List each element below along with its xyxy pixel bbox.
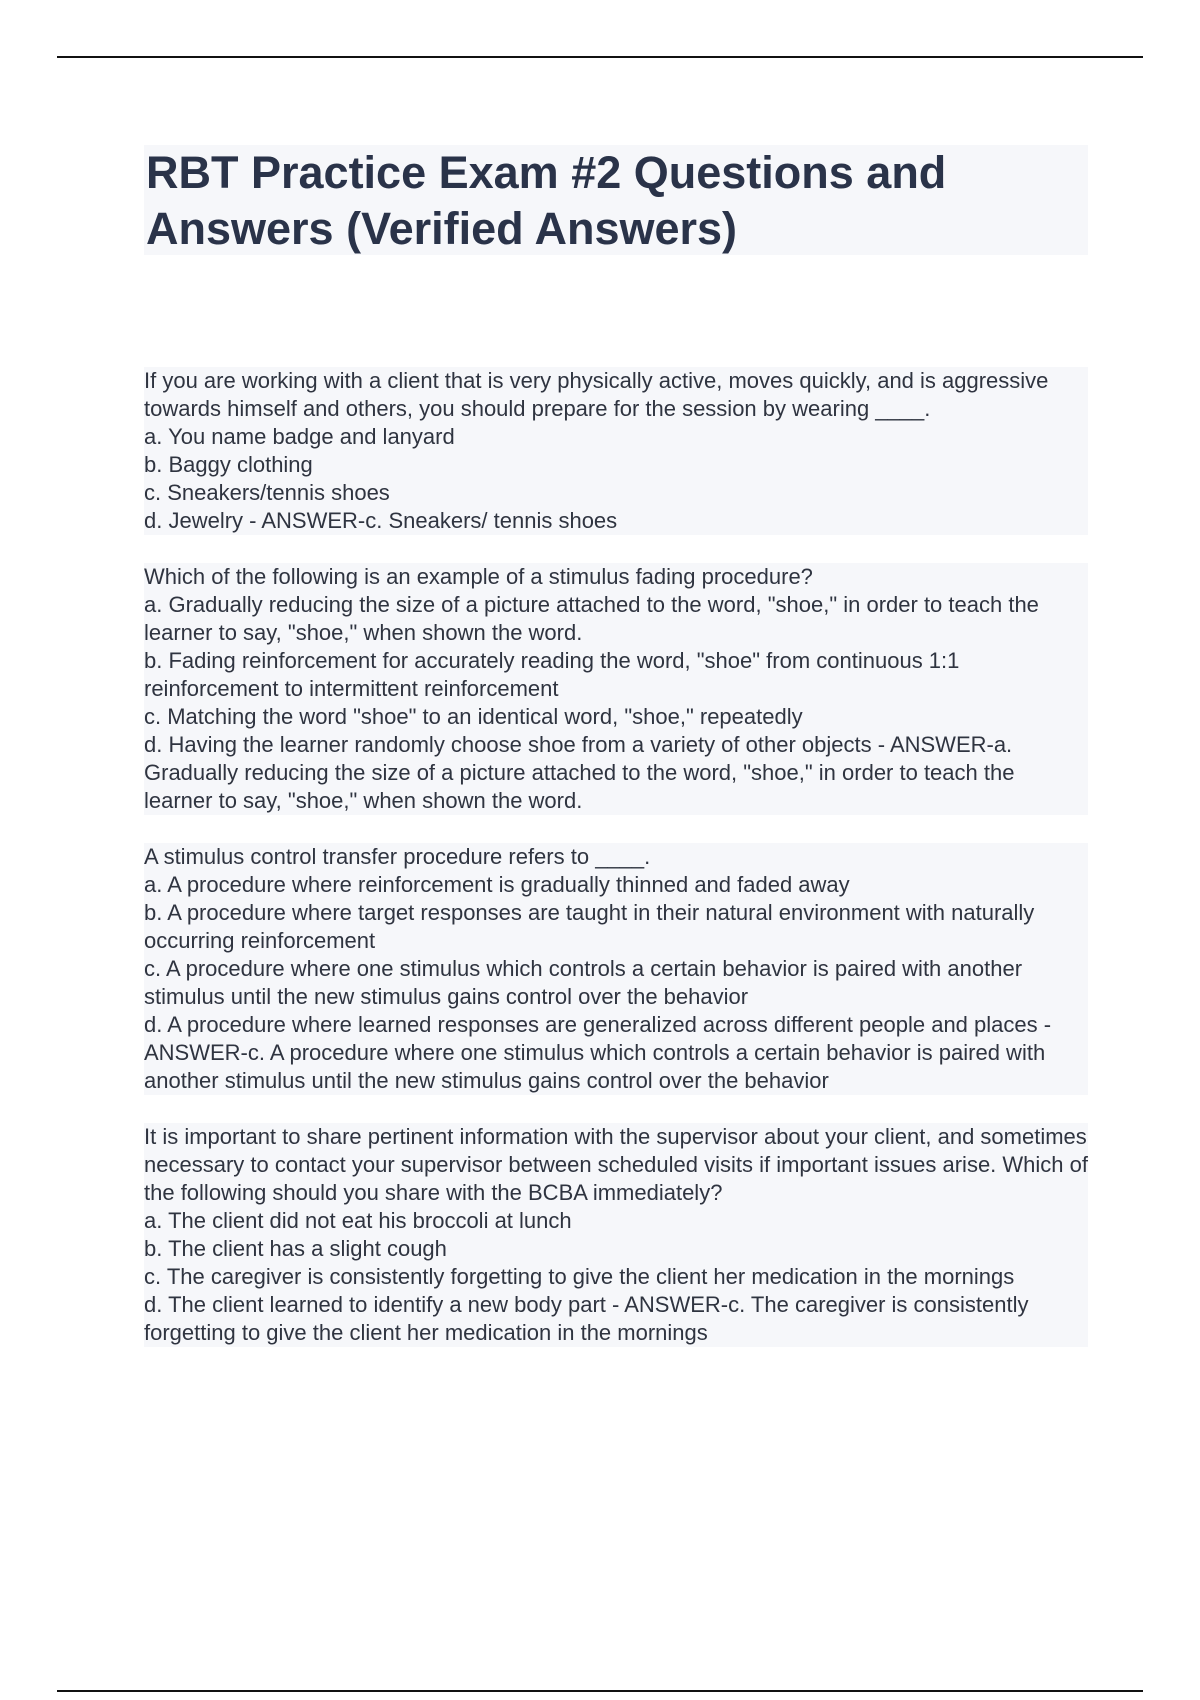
- question-block: [144, 367, 1088, 535]
- bottom-rule: [57, 1690, 1143, 1692]
- document-body: [144, 367, 1095, 1375]
- document-title: RBT Practice Exam #2 Questions and Answers (Verified Answers): [146, 147, 947, 254]
- question-text: Which of the following is an example of a stimulus fading procedure?: [144, 564, 813, 589]
- question-text: If you are working with a client that is very physically active, moves quickly, and is aggressive towards himself and others, you should prepare for the session by wearing ____.: [144, 368, 1055, 421]
- option-a: a. The client did not eat his broccoli at lunch: [144, 1208, 572, 1233]
- option-d-with-answer: d. A procedure where learned responses are generalized across different people and places - ANSWER-c. A procedure where one stimulus which controls a certain behavior is paired with another stimulus until the new stimulus gains control over the behavior: [144, 1012, 1056, 1093]
- option-a: a. You name badge and lanyard: [144, 424, 455, 449]
- option-d-with-answer: d. Having the learner randomly choose shoe from a variety of other objects - ANSWER-a. Gradually reducing the size of a picture attached to the word, "shoe," in order to teach the learner to say, "shoe," when shown the word.: [144, 732, 1021, 813]
- option-b: b. Fading reinforcement for accurately reading the word, "shoe" from continuous 1:1 reinforcement to intermittent reinforcement: [144, 648, 966, 701]
- option-c: c. The caregiver is consistently forgetting to give the client her medication in the mornings: [144, 1264, 1015, 1289]
- question-block: [144, 1123, 1095, 1347]
- option-a: a. Gradually reducing the size of a picture attached to the word, "shoe," in order to teach the learner to say, "shoe," when shown the word.: [144, 592, 1046, 645]
- option-b: b. The client has a slight cough: [144, 1236, 447, 1261]
- option-b: b. A procedure where target responses are taught in their natural environment with naturally occurring reinforcement: [144, 900, 1041, 953]
- option-c: c. Sneakers/tennis shoes: [144, 480, 390, 505]
- title-block: [144, 145, 1088, 255]
- question-text: A stimulus control transfer procedure refers to ____.: [144, 844, 651, 869]
- option-b: b. Baggy clothing: [144, 452, 313, 477]
- question-block: [144, 843, 1088, 1095]
- top-rule: [57, 56, 1143, 58]
- option-c: c. A procedure where one stimulus which controls a certain behavior is paired with another stimulus until the new stimulus gains control over the behavior: [144, 956, 1029, 1009]
- option-c: c. Matching the word "shoe" to an identical word, "shoe," repeatedly: [144, 704, 803, 729]
- option-d-with-answer: d. Jewelry - ANSWER-c. Sneakers/ tennis shoes: [144, 508, 618, 533]
- question-block: [144, 563, 1088, 815]
- question-text: It is important to share pertinent information with the supervisor about your client, and sometimes necessary to contact your supervisor between scheduled visits if important issues arise. Which of the following should you share with the BCBA immediately?: [144, 1124, 1095, 1205]
- option-a: a. A procedure where reinforcement is gradually thinned and faded away: [144, 872, 850, 897]
- option-d-with-answer: d. The client learned to identify a new body part - ANSWER-c. The caregiver is consistently forgetting to give the client her medication in the mornings: [144, 1292, 1035, 1345]
